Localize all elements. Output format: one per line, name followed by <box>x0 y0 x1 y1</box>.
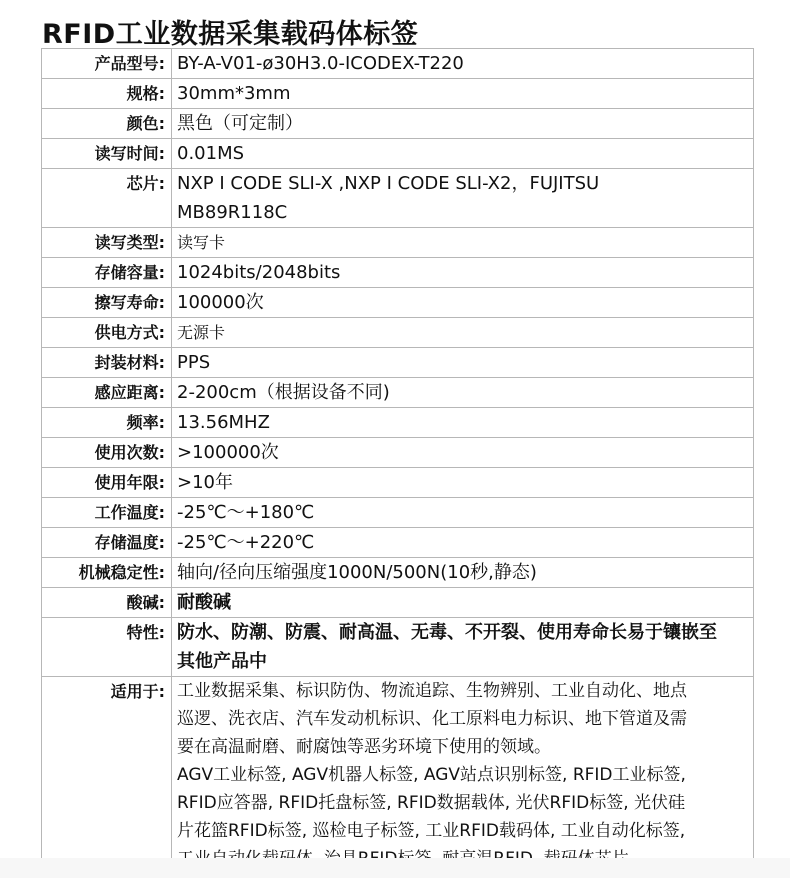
row-value-work-temp: -25℃～+180℃ <box>172 498 754 528</box>
table-row <box>42 468 754 498</box>
row-label-features: 特性: <box>42 618 172 677</box>
applications-line: 要在高温耐磨、耐腐蚀等恶劣环境下使用的领域。 <box>177 737 551 757</box>
row-value-erase-life: 100000次 <box>172 288 754 318</box>
row-value-mechanical: 轴向/径向压缩强度1000N/500N(10秒,静态) <box>172 558 754 588</box>
row-value-material: PPS <box>172 348 754 378</box>
row-label-store-temp: 存储温度: <box>42 528 172 558</box>
row-label-rw-time: 读写时间: <box>42 139 172 169</box>
table-row <box>42 49 754 79</box>
row-label-color: 颜色: <box>42 109 172 139</box>
table-row <box>42 318 754 348</box>
applications-line: RFID应答器, RFID托盘标签, RFID数据载体, 光伏RFID标签, 光伏硅 <box>177 793 686 813</box>
table-row <box>42 169 754 228</box>
table-row <box>42 558 754 588</box>
table-row <box>42 258 754 288</box>
row-label-use-count: 使用次数: <box>42 438 172 468</box>
applications-line: AGV工业标签, AGV机器人标签, AGV站点识别标签, RFID工业标签, <box>177 765 686 785</box>
table-row <box>42 79 754 109</box>
table-row <box>42 677 754 874</box>
table-row <box>42 288 754 318</box>
row-label-range: 感应距离: <box>42 378 172 408</box>
bottom-strip <box>0 858 790 878</box>
table-row <box>42 408 754 438</box>
table-row <box>42 438 754 468</box>
table-row <box>42 348 754 378</box>
row-value-lifespan: >10年 <box>172 468 754 498</box>
row-value-acid: 耐酸碱 <box>172 588 754 618</box>
row-value-use-count: >100000次 <box>172 438 754 468</box>
table-row <box>42 228 754 258</box>
row-value-color: 黑色（可定制） <box>172 109 754 139</box>
row-label-lifespan: 使用年限: <box>42 468 172 498</box>
row-value-storage: 1024bits/2048bits <box>172 258 754 288</box>
row-value-power: 无源卡 <box>172 318 754 348</box>
table-row <box>42 139 754 169</box>
table-row <box>42 378 754 408</box>
applications-line: 片花篮RFID标签, 巡检电子标签, 工业RFID载码体, 工业自动化标签, <box>177 821 686 841</box>
row-label-applications: 适用于: <box>42 677 172 874</box>
row-label-storage: 存储容量: <box>42 258 172 288</box>
table-row <box>42 498 754 528</box>
row-value-range: 2-200cm（根据设备不同) <box>172 378 754 408</box>
table-row <box>42 528 754 558</box>
spec-table <box>41 48 754 874</box>
applications-line: 工业数据采集、标识防伪、物流追踪、生物辨别、工业自动化、地点 <box>177 681 687 701</box>
row-value-rw-time: 0.01MS <box>172 139 754 169</box>
row-label-material: 封装材料: <box>42 348 172 378</box>
chip-line: MB89R118C <box>177 202 288 223</box>
chip-line: NXP I CODE SLI-X ,NXP I CODE SLI-X2，FUJITSU <box>177 173 600 194</box>
row-label-model: 产品型号: <box>42 49 172 79</box>
row-label-acid: 酸碱: <box>42 588 172 618</box>
row-value-rw-type: 读写卡 <box>172 228 754 258</box>
row-value-features <box>172 618 754 677</box>
row-value-size: 30mm*3mm <box>172 79 754 109</box>
row-label-chip: 芯片: <box>42 169 172 228</box>
row-label-erase-life: 擦写寿命: <box>42 288 172 318</box>
features-line: 防水、防潮、防震、耐高温、无毒、不开裂、使用寿命长易于镶嵌至 <box>177 622 717 643</box>
row-label-mechanical: 机械稳定性: <box>42 558 172 588</box>
page-title: RFID工业数据采集载码体标签 <box>42 19 419 50</box>
row-value-frequency: 13.56MHZ <box>172 408 754 438</box>
row-label-rw-type: 读写类型: <box>42 228 172 258</box>
row-label-size: 规格: <box>42 79 172 109</box>
applications-line: 巡逻、洗衣店、汽车发动机标识、化工原料电力标识、地下管道及需 <box>177 709 687 729</box>
row-value-chip <box>172 169 754 228</box>
row-value-store-temp: -25℃～+220℃ <box>172 528 754 558</box>
table-row <box>42 588 754 618</box>
table-row <box>42 109 754 139</box>
row-label-work-temp: 工作温度: <box>42 498 172 528</box>
features-line: 其他产品中 <box>177 651 267 672</box>
row-value-model: BY-A-V01-ø30H3.0-ICODEX-T220 <box>172 49 754 79</box>
row-label-frequency: 频率: <box>42 408 172 438</box>
table-row <box>42 618 754 677</box>
row-value-applications <box>172 677 754 874</box>
row-label-power: 供电方式: <box>42 318 172 348</box>
